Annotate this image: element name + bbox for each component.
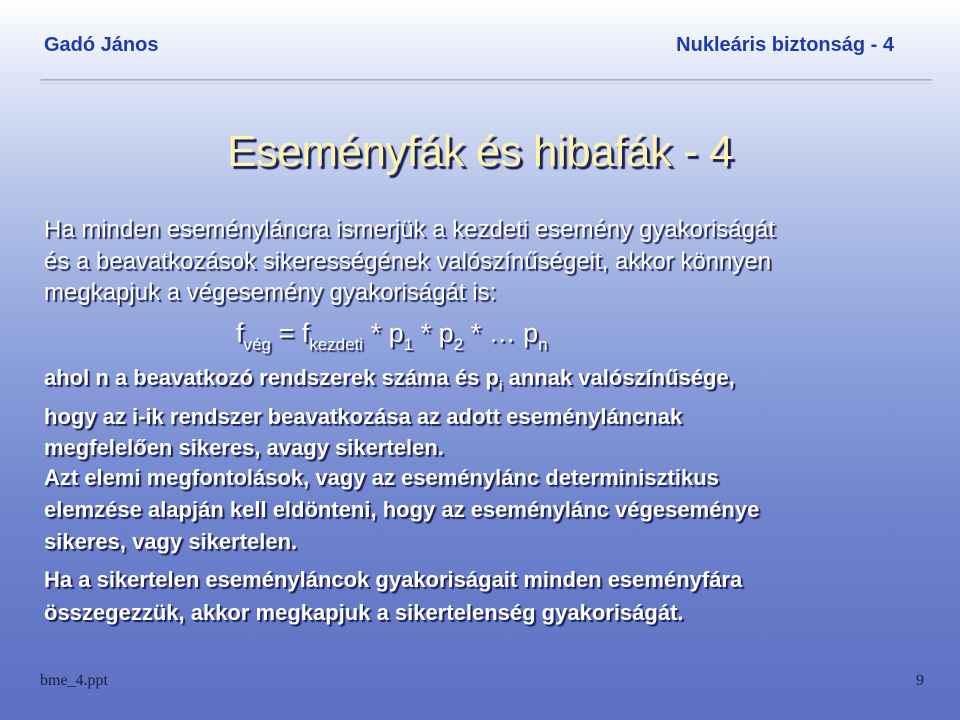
- intro-line: Ha minden eseményláncra ismerjük a kezdeti esemény gyakoriságát: [44, 216, 776, 243]
- frequency-formula: [236, 318, 548, 355]
- header-course-title: Nukleáris biztonság - 4: [676, 34, 894, 56]
- intro-paragraph: [44, 214, 924, 309]
- formula-pn: * … p: [463, 318, 539, 348]
- formula-p2: * p: [413, 318, 454, 348]
- formula-kezdeti-subscript: kezdeti: [309, 335, 364, 354]
- explanation-line: [44, 362, 924, 401]
- formula-pn-subscript: n: [538, 335, 548, 354]
- footer-page-number: 9: [916, 672, 924, 689]
- formula-p2-subscript: 2: [453, 335, 464, 354]
- elementary-line: elemzése alapján kell eldönteni, hogy az eseménylánc végeseménye: [44, 497, 760, 522]
- elementary-line: sikeres, vagy sikertelen.: [44, 529, 298, 554]
- intro-line: és a beavatkozások sikerességének valószínűségeit, akkor könnyen: [44, 247, 772, 275]
- slide-title: Eseményfák és hibafák - 4: [227, 127, 733, 176]
- intro-line: megkapjuk a végesemény gyakoriságát is:: [44, 279, 497, 306]
- summary-paragraph: [44, 563, 924, 629]
- formula-f-kezdeti: = f: [270, 318, 310, 348]
- header-divider: [40, 79, 932, 84]
- explanation-line: hogy az i-ik rendszer beavatkozása az adott eseményláncnak: [44, 404, 683, 429]
- explanation-line: megfelelően sikeres, avagy sikertelen.: [44, 435, 444, 460]
- formula-f-veg: f: [236, 318, 244, 348]
- footer-filename: bme_4.ppt: [40, 672, 108, 689]
- formula-p1: * p: [363, 318, 404, 348]
- explanation-line1-pre: ahol n a beavatkozó rendszerek száma és p: [44, 365, 499, 390]
- header-author: Gadó János: [44, 34, 159, 56]
- explanation-paragraph: [44, 362, 924, 463]
- summary-line: összegezzük, akkor megkapjuk a sikertelenség gyakoriságát.: [44, 600, 684, 625]
- explanation-line1-post: annak valószínűsége,: [502, 365, 735, 390]
- elementary-paragraph: [44, 462, 924, 558]
- explanation-i-subscript: i: [498, 378, 503, 393]
- formula-veg-subscript: vég: [243, 335, 271, 354]
- elementary-line: Azt elemi megfontolások, vagy az eseménylánc determinisztikus: [44, 465, 719, 490]
- summary-line: Ha a sikertelen eseményláncok gyakoriságait minden eseményfára: [44, 567, 743, 592]
- formula-p1-subscript: 1: [403, 335, 414, 354]
